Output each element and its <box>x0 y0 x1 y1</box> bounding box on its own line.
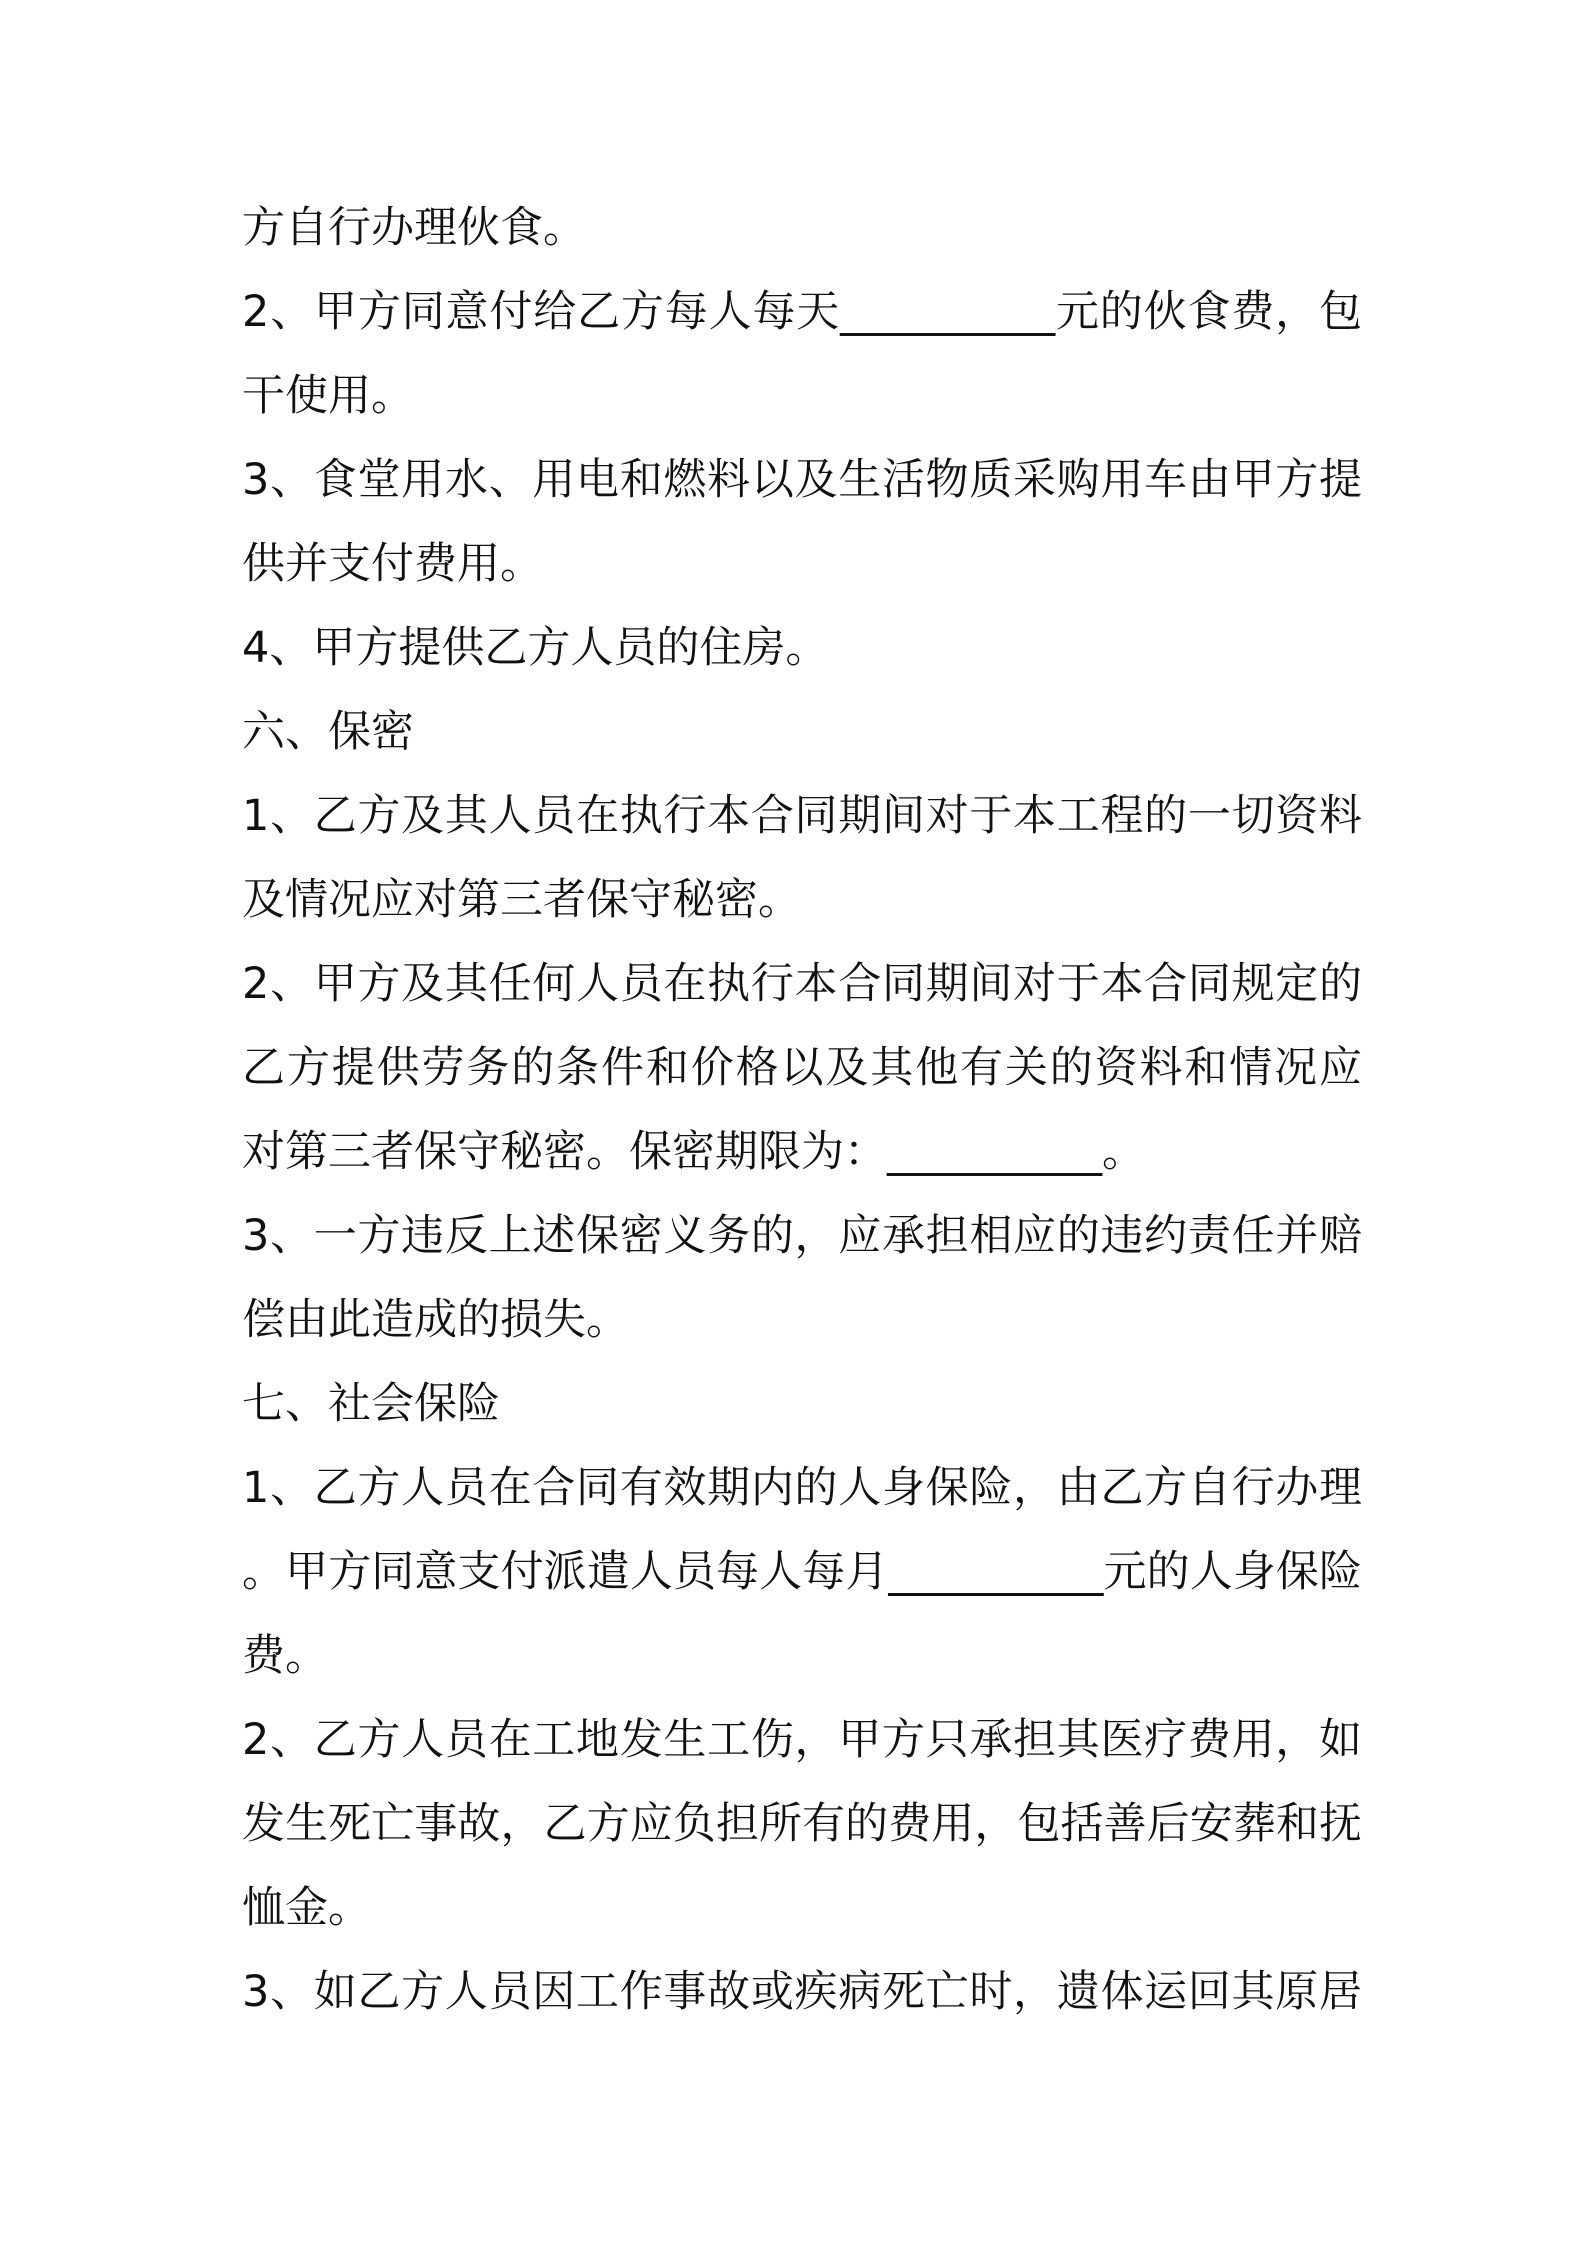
contract-text-body <box>242 186 1362 2034</box>
text-line: 4、甲方提供乙方人员的住房。 <box>242 623 829 673</box>
text-line: 3、一方违反上述保密义务的，应承担相应的违约责任并赔 <box>242 1211 1362 1261</box>
text-line: 七、社会保险 <box>242 1379 500 1429</box>
text-line: 恤金。 <box>242 1883 371 1933</box>
text-line: 六、保密 <box>242 707 414 757</box>
text-line: 2、甲方同意付给乙方每人每天__________元的伙食费，包 <box>242 287 1362 337</box>
text-line: 偿由此造成的损失。 <box>242 1295 629 1345</box>
text-line: 发生死亡事故，乙方应负担所有的费用，包括善后安葬和抚 <box>242 1799 1362 1849</box>
text-line: 及情况应对第三者保守秘密。 <box>242 875 801 925</box>
text-line: 2、甲方及其任何人员在执行本合同期间对于本合同规定的 <box>242 959 1362 1009</box>
text-line: 方自行办理伙食。 <box>242 203 586 253</box>
text-line: 1、乙方人员在合同有效期内的人身保险，由乙方自行办理 <box>242 1463 1362 1513</box>
text-line: 对第三者保守秘密。保密期限为：__________。 <box>242 1127 1145 1177</box>
text-line: 乙方提供劳务的条件和价格以及其他有关的资料和情况应 <box>242 1043 1362 1093</box>
text-line: 。甲方同意支付派遣人员每人每月__________元的人身保险 <box>242 1547 1362 1597</box>
text-line: 3、如乙方人员因工作事故或疾病死亡时，遗体运回其原居 <box>242 1967 1362 2017</box>
text-line: 1、乙方及其人员在执行本合同期间对于本工程的一切资料 <box>242 791 1362 841</box>
text-line: 2、乙方人员在工地发生工伤，甲方只承担其医疗费用，如 <box>242 1715 1362 1765</box>
text-line: 费。 <box>242 1631 328 1681</box>
text-line: 3、食堂用水、用电和燃料以及生活物质采购用车由甲方提 <box>242 455 1362 505</box>
text-line: 供并支付费用。 <box>242 539 543 589</box>
text-line: 干使用。 <box>242 371 414 421</box>
